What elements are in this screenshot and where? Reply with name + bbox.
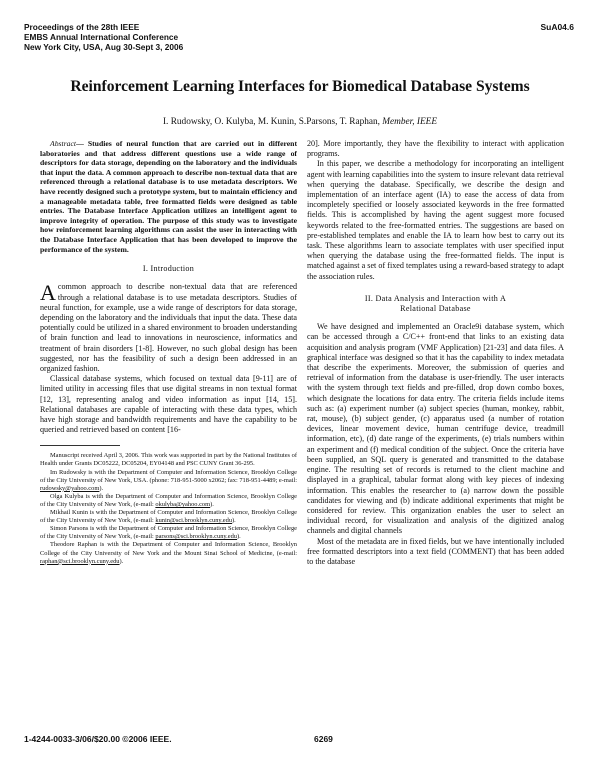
paper-title: Reinforcement Learning Interfaces for Biomedical Database Systems — [70, 78, 530, 95]
proceedings-header — [24, 22, 183, 52]
author-names: I. Rudowsky, O. Kulyba, M. Kunin, S.Parsons, T. Raphan, — [162, 117, 380, 127]
abstract-text: — Studies of neural function that are carried out in different laboratories and that address different questions use a wide range of descriptors for data storage, depending on the laboratory and the individuals that input the data. A common approach to describe non-textual data that are referenced through a relational database is to use metadata descriptors. We have recently designed such a prototype system, but to maintain efficiency and a manageable metadata table, free formatted fields were designed as table entries. The Database Interface Application utilizes an intelligent agent to improve integrity of operation. The purpose of this study was to investigate how reinforcement learning algorithms can assist the user in interacting with the Database Interface Application that has been developed to improve the performance of the system. — [40, 139, 297, 254]
intro-paragraph-2: Classical database systems, which focused on textual data [9-11] are of limited utility in accessing files that use digital streams in non textual format [12, 13], representing analog and video information as input [14, 15]. Relational databases are capable of interacting with these data types, which have high storage and bandwidth requirements and have the capability to be queried and retrieved based on content [16- — [40, 374, 297, 435]
author-role: Member, IEEE — [382, 117, 438, 127]
header-line-1: Proceedings of the 28th IEEE — [24, 22, 140, 32]
footnote-kulyba: Olga Kulyba is with the Department of Computer and Information Science, Brooklyn College of the City University of New York, (e-mail: okulyba@yahoo.com). — [40, 492, 297, 508]
right-paragraph-methodology: In this paper, we describe a methodology for incorporating an intelligent agent with learning capabilities into the system to insure relevant data retrieval when querying the database. Specifically, we describe the design and implementation of an interface agent (IA) to ease the access of data from incompletely specified or loosely associated keywords in the free formatted fields. This is accomplished by having the agent suggest more focused keywords related to the free-formatted entries. The suggestions are based on pre-established templates and enable the IA to learn how best to carry out its task. These algorithms learn to associate templates with user specified input when querying the database using the free-formatted fields. The input is matched against a set of fixed templates using a reward-based strategy to adapt the association rules. — [307, 159, 564, 281]
right-paragraph-continuation: 20]. More importantly, they have the flexibility to interact with application programs. — [307, 139, 564, 159]
footnote-rudowsky-text: Im Rudowsky is with the Department of Computer and Information Science, Brooklyn College of the City University of New York, USA. (phone: 718-951-5000 x2062; fax: 718-951-4489; e-mail: — [40, 468, 298, 484]
intro-paragraph-1-text: common approach to describe non-textual data that are referenced through a relational database is to use metadata descriptors. Studies of neural function, for example, use a wide range of descriptors for data storage, depending on the laboratory and the individuals that input the data. These data potentially could be utilized in a shared environment to broaden understanding of brain function and lead to innovations in neuroscience, informatics and treatment of brain disorders [1-8]. However, no such global design has been suggested, nor has the feasibility of such a design been addressed in an organized fashion. — [40, 282, 297, 373]
data-analysis-paragraph-1: We have designed and implemented an Oracle9i database system, which can be accessed through a C/C++ front-end that links to an existing data acquisition and analysis program (VMF Application) [21-23] and data files. A graphical interface was designed so that it has the capability to index metadata that describe the experiments. Moreover, the submission of queries and retrieval of information from the database is user-friendly. The user interacts with the system through text fields and pre-filled, drop down combo boxes, which designate the locations for data entry. The criteria fields include items such as: (a) experiment number (a) subject species (human, monkey, rabbit, rat, mouse), (b) subject gender, (c) apparatus used (a number of rotation devices, linear movement device, human centrifuge device, treadmill information, etc), (d) date range of the experiments, (e) trials numbers within an experiment and (f) medical condition of the subject. Once the criteria have been supplied, an SQL query is generated and transmitted to the database engine. The resulting set of records is returned to the client machine and displayed in a graphical, tabular format along with key pieces of indexing information. This enables the researcher to (a) narrow down the possible candidates for viewing and (b) indicate additional experiments that might be considered for review. This organization enables the user to select an individual record, for visualization and analysis of the digitized analog channels and digital channels — [307, 322, 564, 536]
footnotes — [40, 452, 297, 565]
footnote-kulyba-text: Olga Kulyba is with the Department of Computer and Information Science, Brooklyn College of the City University of New York, (e-mail: — [40, 492, 297, 508]
footnote-divider — [40, 445, 120, 446]
email-link-raphan[interactable]: raphan@sci.brooklyn.cuny.edu — [40, 557, 120, 565]
right-column — [307, 139, 564, 567]
intro-paragraph-1 — [40, 282, 297, 374]
paper-code: SuA04.6 — [540, 22, 574, 32]
footnote-raphan-text: Theodore Raphan is with the Department of Computer and Information Science, Brooklyn College of the City University of New York and the Mount Sinai School of Medicine, (e-mail: — [40, 541, 297, 557]
email-link-parsons[interactable]: parsons@sci.brooklyn.cuny.edu — [155, 533, 238, 541]
header-line-3: New York City, USA, Aug 30-Sept 3, 2006 — [24, 42, 184, 52]
drop-cap: A — [40, 280, 56, 306]
footnote-kunin: Mikhail Kunin is with the Department of Computer and Information Science, Brooklyn College of the City University of New York, (e-mail: kunin@sci.brooklyn.cuny.edu). — [40, 509, 297, 525]
abstract-lead: Abstract — [50, 139, 77, 148]
left-column — [40, 139, 297, 566]
footnote-raphan: Theodore Raphan is with the Department of Computer and Information Science, Brooklyn College of the City University of New York and the Mount Sinai School of Medicine, (e-mail: raphan@sci.brooklyn.cuny.edu). — [40, 541, 297, 565]
data-analysis-paragraph-2: Most of the metadata are in fixed fields, but we have intentionally included free formatted descriptors into a text field (COMMENT) that has been added to the database — [307, 536, 564, 566]
header-line-2: EMBS Annual International Conference — [24, 32, 179, 42]
section-heading-data-analysis — [307, 294, 564, 314]
footnote-parsons: Simon Parsons is with the Department of Computer and Information Science, Brooklyn College of the City University of New York, (e-mail: parsons@sci.brooklyn.cuny.edu). — [40, 525, 297, 541]
email-link-rudowsky[interactable]: rudowsky@yahoo.com — [40, 484, 100, 492]
isbn-copyright: 1-4244-0033-3/06/$20.00 ©2006 IEEE. — [24, 734, 172, 744]
email-link-kunin[interactable]: kunin@sci.brooklyn.cuny.edu — [155, 517, 233, 525]
footnote-funding: Manuscript received April 3, 2006. This work was supported in part by the National Institutes of Health under Grants DC05222, DC05204, EY04148 and PSC CUNY Grant 36-295. — [40, 452, 297, 468]
author-list — [30, 117, 570, 127]
section-heading-line-2: Relational Database — [400, 304, 471, 314]
section-heading-introduction: I. Introduction — [142, 264, 195, 274]
footnote-rudowsky: Im Rudowsky is with the Department of Computer and Information Science, Brooklyn College of the City University of New York, USA. (phone: 718-951-5000 x2062; fax: 718-951-4489; e-mail: rudowsky@yahoo.com). — [40, 468, 298, 492]
footnote-kunin-text: Mikhail Kunin is with the Department of Computer and Information Science, Brooklyn College of the City University of New York, (e-mail: — [40, 509, 297, 525]
page-number: 6269 — [314, 734, 333, 744]
abstract — [40, 139, 297, 254]
section-heading-line-1: II. Data Analysis and Interaction with A — [364, 293, 507, 303]
footnote-parsons-text: Simon Parsons is with the Department of Computer and Information Science, Brooklyn College of the City University of New York, (e-mail: — [40, 525, 297, 541]
email-link-kulyba[interactable]: okulyba@yahoo.com — [155, 500, 211, 508]
